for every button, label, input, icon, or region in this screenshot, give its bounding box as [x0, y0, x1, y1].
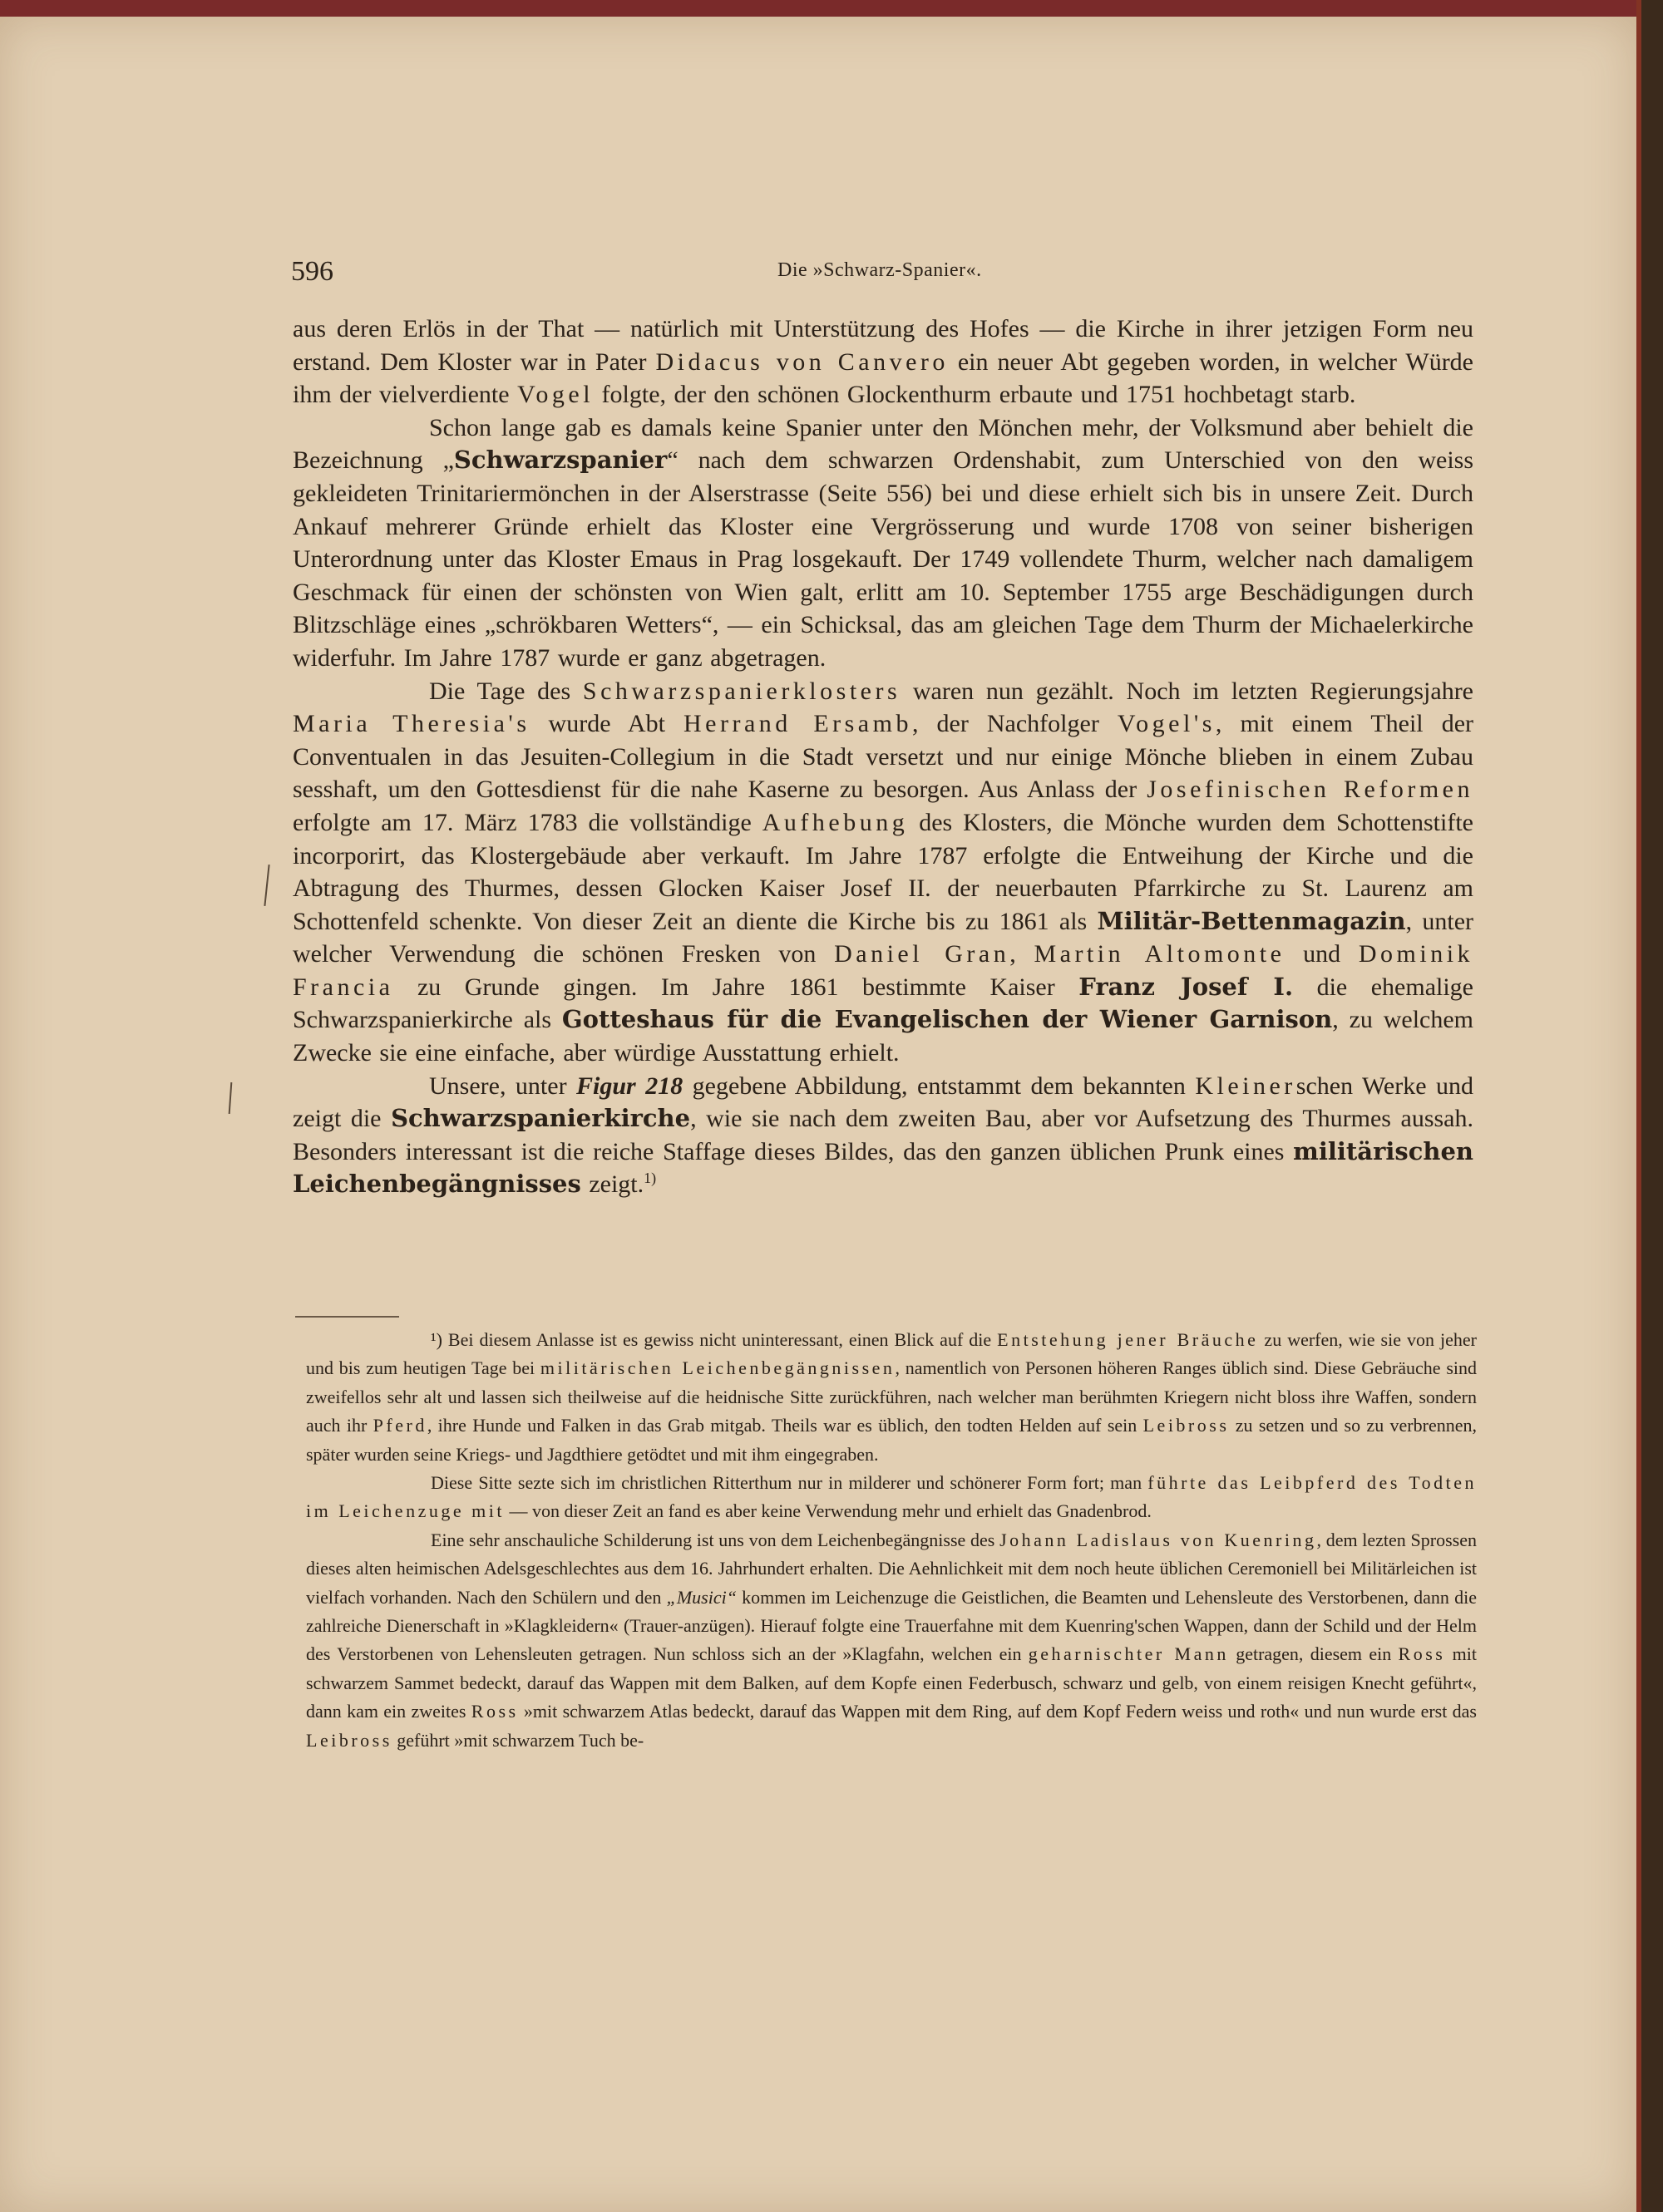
footnote-marker: 1)	[644, 1170, 657, 1187]
spaced-name: Dominik Francia	[293, 940, 1474, 1001]
main-text	[293, 313, 1473, 1201]
running-title: Die »Schwarz-Spanier«.	[777, 259, 982, 281]
spaced-term: Schwarzspanierklosters	[582, 677, 901, 705]
fraktur-term: Gotteshaus für die Evangelischen der Wiener Garnison	[561, 1005, 1333, 1034]
page-number: 596	[291, 256, 333, 287]
figure-reference: Figur 218	[576, 1072, 683, 1100]
fraktur-term: militärischen Leichenbegängnisses	[293, 1136, 1473, 1199]
spaced-term: Entstehung jener Bräuche	[997, 1329, 1259, 1350]
footnote-paragraph-1: ¹) Bei diesem Anlasse ist es gewiss nicht uninteressant, einen Blick auf die Entstehung jener Bräuche zu werfen, wie sie von jeher und bis zum heutigen Tage bei militärischen Leichenbegängnissen, namentlich von Personen höheren Ranges üblich sind. Diese Gebräuche sind zweifellos sehr alt und lassen sich theilweise auf die heidnische Sitte zurückführen, nach welcher man berühmten Kriegern nicht bloss ihre Waffen, sondern auch ihr Pferd, ihre Hunde und Falken in das Grab mitgab. Theils war es üblich, den todten Helden auf sein Leibross zu setzen und so zu verbrennen, später wurden seine Kriegs- und Jagdthiere getödtet und mit ihm eingegraben.	[306, 1329, 1477, 1465]
italic-term: „Musici“	[666, 1586, 737, 1608]
paragraph-4: Unsere, unter Figur 218 gegebene Abbildung, entstammt dem bekannten Kleinerschen Werke und zeigt die Schwarzspanierkirche, wie sie nach dem zweiten Bau, aber vor Aufsetzung des Thurmes aussah. Besonders interessant ist die reiche Staffage dieses Bildes, das den ganzen üblichen Prunk eines militärischen Leichenbegängnisses zeigt.$^{1)}$	[293, 1072, 1474, 1199]
spaced-term: Pferd	[373, 1415, 427, 1436]
fraktur-term: Schwarzspanierkirche	[391, 1104, 691, 1133]
spaced-name: Vogel's	[1117, 710, 1216, 738]
spaced-name: Johann Ladislaus von Kuenring	[999, 1529, 1317, 1550]
footnotes	[306, 1326, 1477, 1755]
spaced-name: Daniel Gran	[834, 940, 1010, 968]
page-edge-red-line	[1636, 0, 1641, 2212]
paragraph-2: Schon lange gab es damals keine Spanier unter den Mönchen mehr, der Volksmund aber behielt die Bezeichnung „Schwarzspanier“ nach dem schwarzen Ordenshabit, zum Unterschied von den weiss gekleideten Trinitariermönchen in der Alserstrasse (Seite 556) bei und diese erhielt sich bis in unsere Zeit. Durch Ankauf mehrerer Gründe erhielt das Kloster eine Vergrösserung und wurde 1708 von seiner bisherigen Unterordnung unter das Kloster Emaus in Prag losgekauft. Der 1749 vollendete Thurm, welcher nach damaligem Geschmack für einen der schönsten von Wien galt, erlitt am 10. September 1755 arge Beschädigungen durch Blitzschläge eines „schrökbaren Wetters“, — ein Schicksal, das am gleichen Tage dem Thurm der Michaelerkirche widerfuhr. Im Jahre 1787 wurde er ganz abgetragen.	[293, 413, 1473, 672]
spaced-name: Herrand Ersamb	[683, 710, 912, 738]
footnote-rule	[295, 1316, 399, 1318]
paragraph-1: aus deren Erlös in der That — natürlich mit Unterstützung des Hofes — die Kirche in ihrer jetzigen Form neu erstand. Dem Kloster war in Pater Didacus von Canvero ein neuer Abt gegeben worden, in welcher Würde ihm der vielverdiente Vogel folgte, der den schönen Glockenthurm erbaute und 1751 hochbetagt starb.	[293, 315, 1474, 409]
spaced-term: führte das Leibpferd des Todten im Leichenzuge mit	[306, 1472, 1477, 1522]
spaced-term: geharnischter Mann	[1028, 1643, 1229, 1665]
spaced-term: Leibross	[306, 1729, 392, 1751]
fraktur-term: Schwarzspanier	[453, 446, 668, 475]
spaced-term: Ross	[1398, 1643, 1446, 1665]
fraktur-term: Militär-Bettenmagazin	[1097, 906, 1406, 935]
spaced-term: Josefinischen Reformen	[1147, 776, 1473, 804]
fraktur-term: Franz Josef I.	[1078, 972, 1294, 1001]
spaced-name: Didacus von Canvero	[655, 347, 949, 376]
spaced-name: Vogel	[517, 381, 595, 409]
spaced-term: Ross	[471, 1701, 519, 1722]
footnote-paragraph-3: Eine sehr anschauliche Schilderung ist uns von dem Leichenbegängnisse des Johann Ladislaus von Kuenring, dem lezten Sprossen dieses alten heimischen Adelsgeschlechtes aus dem 16. Jahrhundert erhalten. Die Aehnlichkeit mit dem noch heute üblichen Ceremoniell bei Militärleichen ist vielfach vorhanden. Nach den Schülern und den „Musici“ kommen im Leichenzuge die Geistlichen, die Beamten und Lehensleute des Verstorbenen, dann die zahlreiche Dienerschaft in »Klagkleidern« (Trauer-anzügen). Hierauf folgte eine Trauerfahne mit dem Kuenring'schen Wappen, dann der Schild und der Helm des Verstorbenen von Lehensleuten getragen. Nun schloss sich an der »Klagfahn, welchen ein geharnischter Mann getragen, diesem ein Ross mit schwarzem Sammet bedeckt, darauf das Wappen mit dem Balken, auf dem Kopfe einen Federbusch, schwarz und gelb, von einem reisigen Knecht geführt«, dann kam ein zweites Ross »mit schwarzem Atlas bedeckt, darauf das Wappen mit dem Ring, auf dem Kopf Federn weiss und roth« und nun wurde erst das Leibross geführt »mit schwarzem Tuch be-	[306, 1529, 1477, 1751]
page-header	[291, 256, 1472, 298]
spaced-name: Kleiner	[1195, 1072, 1296, 1100]
spaced-term: Aufhebung	[762, 808, 909, 836]
footnote-paragraph-2: Diese Sitte sezte sich im christlichen Ritterthum nur in milderer und schönerer Form fort; man führte das Leibpferd des Todten im Leichenzuge mit — von dieser Zeit an fand es aber keine Verwendung mehr und erhielt das Gnadenbrod.	[306, 1472, 1477, 1522]
book-binding-top	[0, 0, 1663, 18]
spaced-name: Maria Theresia's	[293, 710, 530, 738]
spaced-term: militärischen Leichenbegängnissen	[540, 1357, 896, 1379]
paragraph-3: Die Tage des Schwarzspanierklosters waren nun gezählt. Noch im letzten Regierungsjahre Maria Theresia's wurde Abt Herrand Ersamb, der Nachfolger Vogel's, mit einem Theil der Conventualen in das Jesuiten-Collegium in die Stadt versetzt und nur einige Mönche blieben in einem Zubau sesshaft, um den Gottesdienst für die nahe Kaserne zu besorgen. Aus Anlass der Josefinischen Reformen erfolgte am 17. März 1783 die vollständige Aufhebung des Klosters, die Mönche wurden dem Schottenstifte incorporirt, das Klostergebäude aber verkauft. Im Jahre 1787 erfolgte die Entweihung der Kirche und die Abtragung des Thurmes, dessen Glocken Kaiser Josef II. der neuerbauten Pfarrkirche zu St. Laurenz am Schottenfeld schenkte. Von dieser Zeit an diente die Kirche bis zu 1861 als Militär-Bettenmagazin, unter welcher Verwendung die schönen Fresken von Daniel Gran, Martin Altomonte und Dominik Francia zu Grunde gingen. Im Jahre 1861 bestimmte Kaiser Franz Josef I. die ehemalige Schwarzspanierkirche als Gotteshaus für die Evangelischen der Wiener Garnison, zu welchem Zwecke sie eine einfache, aber würdige Ausstattung erhielt.	[293, 677, 1474, 1067]
spaced-term: Leibross	[1142, 1415, 1230, 1436]
spaced-name: Martin Altomonte	[1034, 940, 1285, 968]
